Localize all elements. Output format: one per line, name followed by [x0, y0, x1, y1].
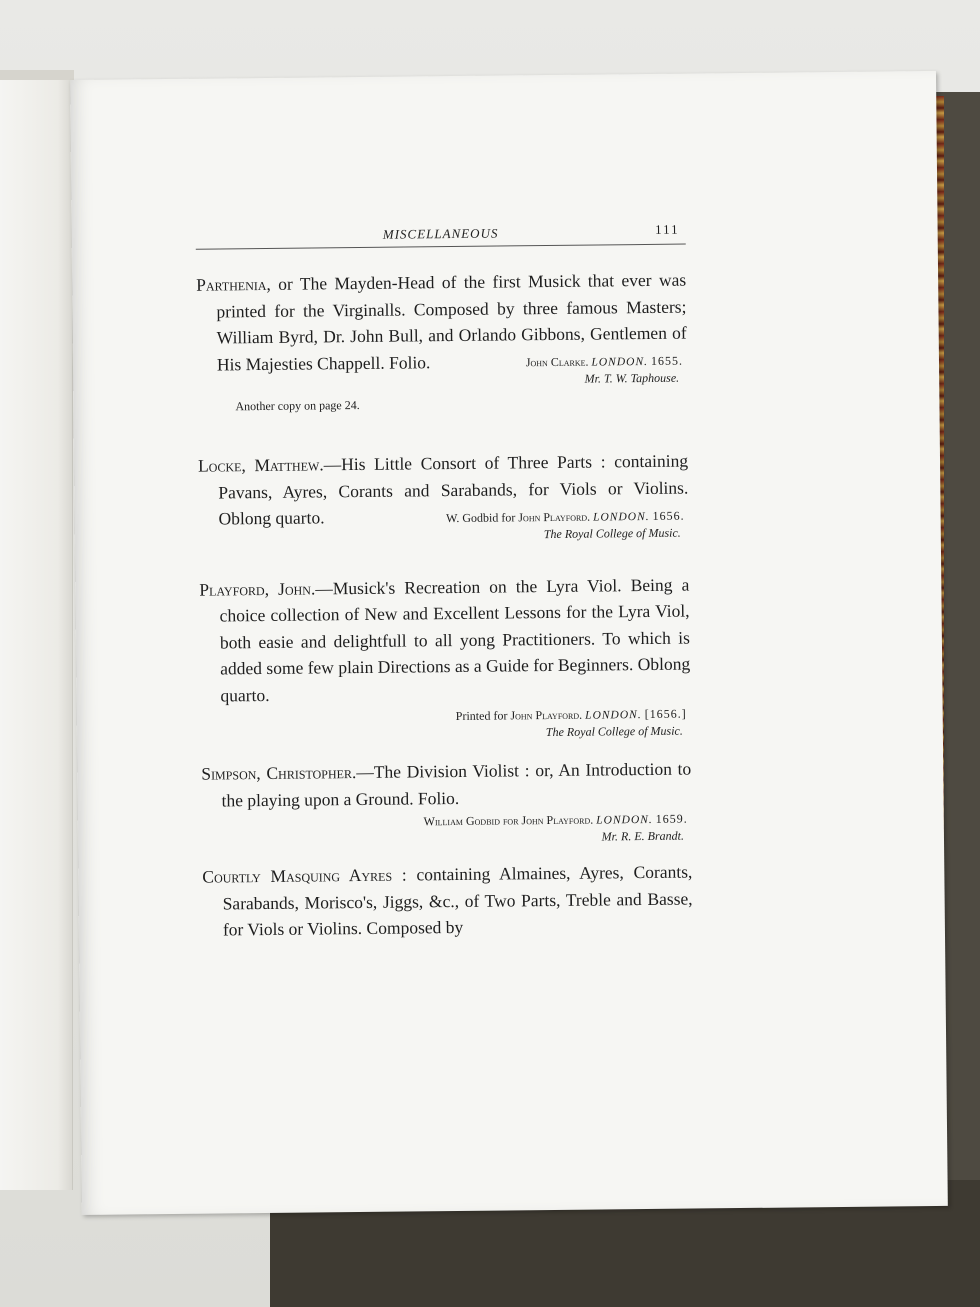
imprint-city: LONDON. — [593, 510, 650, 524]
entry-text: —His Little Consort of Three Parts : containing Pavans, Ayres, Corants and Sarabands, for Viols or Violins. Oblong quarto. — [218, 450, 689, 529]
page-content — [196, 222, 693, 944]
entry-heading: Simpson, Christopher. — [201, 762, 357, 784]
imprint-publisher: John Playford. — [510, 707, 583, 723]
page-number: 111 — [654, 221, 680, 237]
imprint-year: 1655. — [650, 353, 684, 368]
bibliography-entry — [199, 571, 690, 709]
imprint-year: [1656.] — [644, 706, 687, 722]
entry-heading: Locke, Matthew. — [197, 454, 324, 476]
imprint-publisher: John Clarke. — [525, 354, 589, 370]
cross-reference-note: Another copy on page 24. — [235, 397, 360, 414]
copy-location: The Royal College of Music. — [543, 525, 681, 541]
running-header — [196, 222, 686, 250]
imprint-publisher: John Playford. — [521, 812, 594, 828]
imprint-city: LONDON. — [585, 709, 642, 722]
entry-text: or The Mayden-Head of the first Musick that ever was printed for the Virginalls. Composed by three famous Masters; William Byrd, Dr. John Bull, and Orlando Gibbons, Gentlemen of His Majesties Chappell. Folio. — [216, 269, 687, 374]
imprint-printer: Printed for — [455, 708, 508, 723]
section-title: MISCELLANEOUS — [382, 225, 499, 242]
imprint-year: 1656. — [652, 508, 685, 523]
imprint-publisher: John Playford. — [518, 509, 591, 524]
entry-heading: Playford, John. — [199, 577, 316, 600]
entry-text: : containing Almaines, Ayres, Corants, Sarabands, Morisco's, Jiggs, &c., of Two Parts, Treble and Basse, for Viols or Violins. Composed by — [222, 861, 693, 940]
imprint-printer: William Godbid for — [423, 813, 519, 829]
entry-heading: Parthenia, — [196, 273, 271, 295]
imprint-city: LONDON. — [591, 355, 649, 369]
bibliography-entry — [201, 756, 692, 814]
imprint-year: 1659. — [655, 811, 688, 826]
copy-location: Mr. T. W. Taphouse. — [584, 370, 680, 386]
copy-location: Mr. R. E. Brandt. — [601, 828, 685, 844]
entry-text: —Musick's Recreation on the Lyra Viol. Being a choice collection of New and Excellent Lessons for the Lyra Viol, both easie and delightfull to all yong Practitioners. To which is added some few plain Directions as a Guide for Beginners. Oblong quarto. — [219, 574, 691, 705]
entry-text: —The Division Violist : or, An Introduction to the playing upon a Ground. Folio. — [221, 758, 692, 810]
imprint-city: LONDON. — [596, 813, 653, 827]
book-page — [70, 71, 948, 1215]
entry-heading: Courtly Masquing Ayres — [202, 864, 393, 887]
copy-location: The Royal College of Music. — [545, 723, 683, 740]
left-page — [0, 80, 73, 1190]
imprint-printer: W. Godbid for — [446, 509, 516, 525]
bibliography-entry — [202, 859, 693, 944]
